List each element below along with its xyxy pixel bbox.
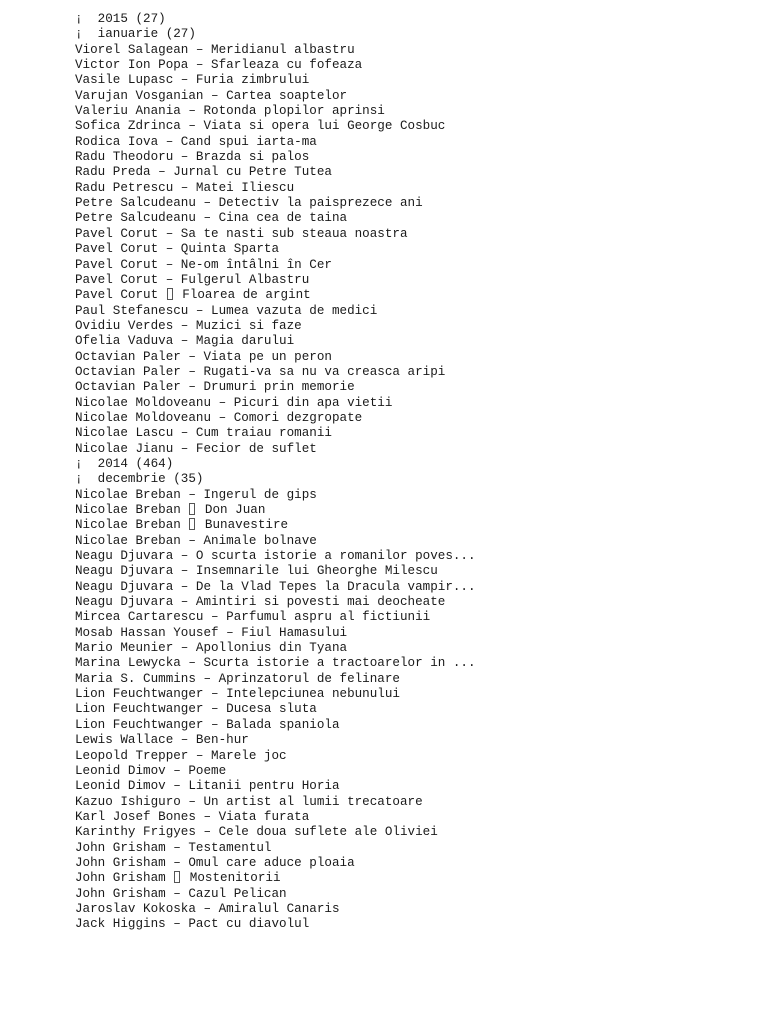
archive-post-link[interactable]: Jaroslav Kokoska – Amiralul Canaris bbox=[75, 901, 340, 916]
missing-glyph-icon bbox=[174, 871, 180, 883]
post-link-title: Don Juan bbox=[197, 503, 266, 517]
archive-post-link[interactable]: John Grisham – Omul care aduce ploaia bbox=[75, 855, 355, 870]
archive-post-link[interactable] bbox=[75, 503, 755, 518]
archive-post-link[interactable]: Nicolae Moldoveanu – Picuri din apa vietii bbox=[75, 395, 393, 410]
missing-glyph-icon bbox=[167, 288, 173, 300]
archive-post-link[interactable]: Nicolae Breban – Animale bolnave bbox=[75, 533, 317, 548]
archive-post-link[interactable]: Pavel Corut – Sa te nasti sub steaua noastra bbox=[75, 226, 408, 241]
post-link-author: Nicolae Breban bbox=[75, 518, 189, 533]
archive-post-link[interactable]: Karl Josef Bones – Viata furata bbox=[75, 809, 310, 824]
blog-archive-list bbox=[75, 12, 755, 933]
archive-post-link[interactable]: Neagu Djuvara – Insemnarile lui Gheorghe Milescu bbox=[75, 564, 438, 579]
archive-year-toggle[interactable]: ¡ 2015 (27) bbox=[75, 12, 166, 26]
archive-post-link[interactable]: John Grisham – Cazul Pelican bbox=[75, 886, 287, 901]
archive-post-link[interactable]: Maria S. Cummins – Aprinzatorul de felinare bbox=[75, 671, 400, 686]
archive-post-link[interactable]: Varujan Vosganian – Cartea soaptelor bbox=[75, 88, 348, 103]
archive-post-link[interactable]: Ofelia Vaduva – Magia darului bbox=[75, 334, 295, 349]
archive-post-link[interactable]: Nicolae Lascu – Cum traiau romanii bbox=[75, 426, 332, 441]
archive-post-link[interactable]: Leonid Dimov – Litanii pentru Horia bbox=[75, 779, 340, 794]
missing-glyph-icon bbox=[189, 518, 195, 530]
archive-post-link[interactable] bbox=[75, 871, 755, 886]
archive-post-link[interactable]: Lion Feuchtwanger – Ducesa sluta bbox=[75, 702, 317, 717]
missing-glyph-icon bbox=[189, 503, 195, 515]
archive-post-link[interactable]: Vasile Lupasc – Furia zimbrului bbox=[75, 73, 310, 88]
archive-post-link[interactable]: Nicolae Moldoveanu – Comori dezgropate bbox=[75, 410, 363, 425]
post-link-author: Nicolae Breban bbox=[75, 503, 189, 517]
archive-post-link[interactable]: Pavel Corut – Ne-om întâlni în Cer bbox=[75, 257, 332, 272]
archive-post-link[interactable]: Ovidiu Verdes – Muzici si faze bbox=[75, 318, 302, 333]
archive-post-link[interactable]: Rodica Iova – Cand spui iarta-ma bbox=[75, 134, 317, 149]
archive-post-link[interactable] bbox=[75, 288, 755, 303]
post-link-title: Bunavestire bbox=[197, 518, 289, 533]
archive-post-link[interactable]: Leonid Dimov – Poeme bbox=[75, 763, 227, 778]
archive-post-link[interactable]: Radu Preda – Jurnal cu Petre Tutea bbox=[75, 165, 332, 180]
archive-post-link[interactable]: Lion Feuchtwanger – Balada spaniola bbox=[75, 717, 340, 732]
post-link-title: Floarea de argint bbox=[174, 288, 311, 303]
archive-post-link[interactable]: Valeriu Anania – Rotonda plopilor aprinsi bbox=[75, 104, 385, 119]
archive-post-link[interactable]: Marina Lewycka – Scurta istorie a tractoarelor in ... bbox=[75, 656, 476, 671]
archive-post-link[interactable] bbox=[75, 518, 755, 533]
archive-post-link[interactable]: Viorel Salagean – Meridianul albastru bbox=[75, 42, 355, 57]
archive-post-link[interactable]: Leopold Trepper – Marele joc bbox=[75, 748, 287, 763]
archive-post-link[interactable]: Kazuo Ishiguro – Un artist al lumii trecatoare bbox=[75, 794, 423, 809]
archive-month-toggle[interactable]: ¡ ianuarie (27) bbox=[75, 27, 196, 42]
archive-post-link[interactable]: Neagu Djuvara – Amintiri si povesti mai deocheate bbox=[75, 595, 446, 610]
archive-post-link[interactable]: Paul Stefanescu – Lumea vazuta de medici bbox=[75, 303, 378, 318]
archive-post-link[interactable]: Pavel Corut – Quinta Sparta bbox=[75, 242, 280, 257]
archive-post-link[interactable]: Octavian Paler – Drumuri prin memorie bbox=[75, 380, 355, 395]
archive-post-link[interactable]: Nicolae Breban – Ingerul de gips bbox=[75, 487, 317, 502]
archive-post-link[interactable]: Karinthy Frigyes – Cele doua suflete ale Oliviei bbox=[75, 825, 438, 840]
archive-post-link[interactable]: Radu Petrescu – Matei Iliescu bbox=[75, 180, 295, 195]
post-link-author: John Grisham bbox=[75, 871, 174, 886]
archive-post-link[interactable]: Mircea Cartarescu – Parfumul aspru al fictiunii bbox=[75, 610, 431, 625]
archive-post-link[interactable]: Petre Salcudeanu – Detectiv la paisprezece ani bbox=[75, 196, 423, 211]
archive-post-link[interactable]: Lion Feuchtwanger – Intelepciunea nebunului bbox=[75, 687, 400, 702]
archive-year-toggle[interactable]: ¡ 2014 (464) bbox=[75, 456, 174, 471]
archive-post-link[interactable]: Mosab Hassan Yousef – Fiul Hamasului bbox=[75, 625, 348, 640]
archive-post-link[interactable]: Pavel Corut – Fulgerul Albastru bbox=[75, 272, 310, 287]
archive-post-link[interactable]: Nicolae Jianu – Fecior de suflet bbox=[75, 441, 317, 456]
archive-post-link[interactable]: Neagu Djuvara – O scurta istorie a romanilor poves... bbox=[75, 549, 476, 564]
archive-month-toggle[interactable]: ¡ decembrie (35) bbox=[75, 472, 204, 487]
archive-post-link[interactable]: Mario Meunier – Apollonius din Tyana bbox=[75, 641, 348, 656]
archive-post-link[interactable]: Jack Higgins – Pact cu diavolul bbox=[75, 917, 310, 932]
archive-post-link[interactable]: Sofica Zdrinca – Viata si opera lui George Cosbuc bbox=[75, 119, 446, 134]
archive-post-link[interactable]: John Grisham – Testamentul bbox=[75, 840, 272, 855]
archive-post-link[interactable]: Octavian Paler – Rugati-va sa nu va creasca aripi bbox=[75, 364, 446, 379]
archive-post-link[interactable]: Octavian Paler – Viata pe un peron bbox=[75, 349, 332, 364]
archive-post-link[interactable]: Lewis Wallace – Ben-hur bbox=[75, 733, 249, 748]
archive-post-link[interactable]: Neagu Djuvara – De la Vlad Tepes la Dracula vampir... bbox=[75, 579, 476, 594]
post-link-title: Mostenitorii bbox=[182, 871, 281, 886]
post-link-author: Pavel Corut bbox=[75, 288, 166, 303]
archive-post-link[interactable]: Petre Salcudeanu – Cina cea de taina bbox=[75, 211, 348, 226]
archive-post-link[interactable]: Victor Ion Popa – Sfarleaza cu fofeaza bbox=[75, 58, 363, 73]
archive-post-link[interactable]: Radu Theodoru – Brazda si palos bbox=[75, 150, 310, 165]
